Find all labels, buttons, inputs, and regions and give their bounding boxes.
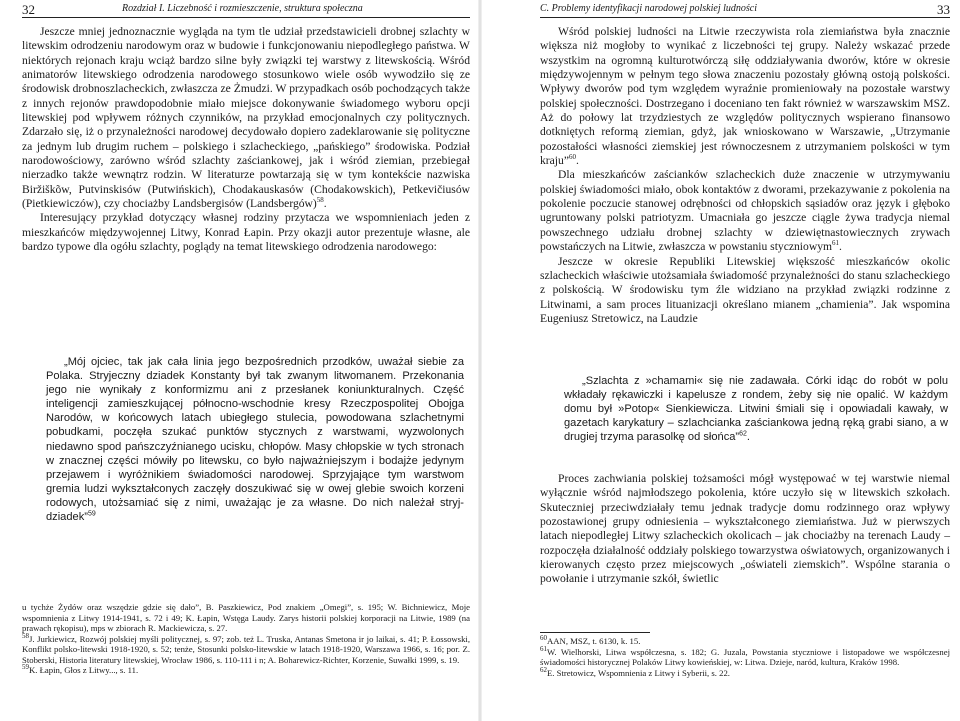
right-block-quote: „Szlachta z »chamami« się nie zadawała. Córki idąc do robót w polu wkładały rękawiczki i kapelusze z rondem, żeby się nie opalić. W każdym domu był »Potop« Sienkiewicza. Litwini śmiali się i opowiadali kawały, w gazetach karykatury – szlachcianka zaściankowa jedną ręką grabi siano, a w drugiej trzyma parasolkę od słońca”$^{62}$. xyxy=(564,375,948,444)
right-footnote-61: $^{61}$W. Wielhorski, Litwa współczesna, s. 182; G. Juzala, Powstania styczniowe i listopadowe we współczesnej świadomości historycznej Polaków Litwy kowieńskiej, w: Litwa. Dzieje, naród, kultura, Kraków 1998. xyxy=(540,644,950,667)
left-footnotes xyxy=(22,602,470,676)
right-paragraph-2: Dla mieszkańców zaścianków szlacheckich duże znaczenie w utrzymywaniu polskiej świadomości miało, obok kontaktów z dworami, przekazywanie z pokolenia na pokolenie poczucie stanowej odrębności od chłopskich sąsiadów oraz język i głęboko ugruntowany polski patriotyzm. Umacniała go jeszcze ciągle żywa tradycja niemal powszechnego udziału drobnej szlachty w dziewiętnastowiecznych zrywach powstańczych na Litwie, zwłaszcza w powstaniu styczniowym$^{61}$. xyxy=(540,168,950,254)
right-footnote-62: $^{62}$E. Stretowicz, Wspomnienia z Litwy i Syberii, s. 22. xyxy=(540,665,730,678)
right-page-number: 33 xyxy=(937,2,950,17)
left-header-rule xyxy=(22,17,470,18)
right-paragraph-3: Jeszcze w okresie Republiki Litewskiej większość mieszkańców okolic szlacheckich właściwie utożsamiała świadomość przynależności do stanu szlacheckiego z polskością. W środowisku tym źle widziano na przykład związki rodzinne z Litwinami, a sam proces lituanizacji określano mianem „chamienia”. Jak wspomina Eugeniusz Stretowicz, na Laudzie xyxy=(540,254,950,325)
left-footnote-58: $^{58}$J. Jurkiewicz, Rozwój polskiej myśli politycznej, s. 97; zob. też L. Truska, Antanas Smetona ir jo laikai, s. 41; P. Łossowski, Konflikt polsko-litewski 1918-1920, s. 52; tenże, Stosunki polsko-litewskie w latach 1918-1920, Warszawa 1966, s. 16; por. Z. Stoberski, Historia literatury litewskiej, Wrocław 1986, s. 110-111 i n; A. Boharewicz-Richter, Korzenie, Suwałki 1999, s. 19. xyxy=(22,631,470,665)
right-paragraph-4: Proces zachwiania polskiej tożsamości mógł występować w tej warstwie niemal wyłącznie wśród najmłodszego pokolenia, które uczyło się w litewskich szkołach. Skuteczniej przeciwdziałały temu jednak tradycje domu rodzinnego oraz wpływy pozostawionej grupy odniesienia – wykształconego ziemiaństwa. Już w pierwszych latach niepodległej Litwy szlacheckich okolicach – jak chociażby na terenach Laudy – rozpoczęła działalność oddziały polskiego towarzystwa oświatowych, organizowanych i kierowanych często przez miejscowych „oświateli ziemskich”. Wspólne starania o powołanie i utrzymanie szkół, świetlic xyxy=(540,472,950,586)
left-page-header xyxy=(22,2,472,18)
left-body-text xyxy=(22,25,470,255)
right-page xyxy=(480,0,960,721)
left-page-number: 32 xyxy=(22,2,35,17)
left-footnote-continued: u tychże Żydów oraz wszędzie gdzie się dało”, B. Paszkiewicz, Pod znakiem „Omegi”, s. 195; W. Bichniewicz, Moje wspomnienia z Litwy 1914-1941, s. 72 i 49; K. Łapin, Wstęga Laudy. Zarys historii polskiej korporacji na Litwie, 1989 (na prawach rękopisu), mps w zbiorach R. Mackiewicza, s. 27. xyxy=(22,602,470,633)
right-footnotes xyxy=(540,636,950,678)
footnote-ref-60: 60 xyxy=(568,153,576,162)
right-running-head: C. Problemy identyfikacji narodowej polskiej ludności xyxy=(540,3,757,14)
footnote-ref-61: 61 xyxy=(832,239,840,248)
left-running-head: Rozdział I. Liczebność i rozmieszczenie, struktura społeczna xyxy=(122,3,363,14)
right-header-rule xyxy=(540,17,950,18)
right-body-text-top xyxy=(540,25,950,326)
left-paragraph-2: Interesujący przykład dotyczący własnej rodziny przytacza we wspomnieniach jeden z mieszkańców międzywojennej Litwy, Konrad Łapin. Przy okazji autor prezentuje własne, ale bardzo typowe dla ogółu szlachty, poglądy na temat litewskiego odrodzenia narodowego: xyxy=(22,211,470,254)
right-paragraph-1: Wśród polskiej ludności na Litwie rzeczywista rola ziemiaństwa była znacznie większa niż mogłoby to wynikać z liczebności tej grupy. Należy wskazać przede wszystkim na ogromną kulturotwórczą siłę oddziaływania dworów, które w okresie międzywojennym w pełnym tego słowa znaczeniu pozostały główną ostoją polskości. Wpływy dworów pod tym względem wyraźnie promieniowały na pozostałe warstwy polskiej społeczności. Dostrzegano i doceniano ten fakt również w warszawskim MSZ. Aż do połowy lat trzydziestych ze względów politycznych wspierano finansowo dotkniętych reformą ziemian, gdyż, jak wnioskowano w Warszawie, „Utrzymanie pozostałości własności ziemskiej jest równoczesnem z utrzymaniem polskości w tym kraju”$^{60}$. xyxy=(540,25,950,168)
footnote-ref-62: 62 xyxy=(739,430,747,438)
left-block-quote: „Mój ojciec, tak jak cała linia jego bezpośrednich przodków, uważał siebie za Polaka. Stryjeczny dziadek Konstanty był tak zwanym litwomanem. Przekonania jego nie wynikały z konformizmu ani z przesłanek koniunkturalnych. Część inteligencji zamieszkującej północno-wschodnie kresy Rzeczpospolitej Obojga Narodów, w końcowych latach ubiegłego stulecia, powodowana szlachetnymi pobudkami, poczęła szukać punktów stycznych z warstwami, wyzwolonych niedawno spod pańszczyźnianego ucisku, chłopów. Masy chłopskie w tych stronach w znacznej części mówiły po litewsku, co było najważniejszym i bodajże jedynym przejawem i wyróżnikiem świadomości narodowej. Sprzyjające tym warstwom gremia ludzi wykształconych zaczęły doszukiwać się w owej glebie swoich korzeni rodowych, utożsamiać się z nimi, uważając je za własne. Do nich należał stryj-dziadek”$^{59}$ xyxy=(46,356,464,524)
footnote-ref-59: 59 xyxy=(87,510,96,518)
right-footnote-rule xyxy=(540,632,650,633)
right-footnote-60: $^{60}$AAN, MSZ, t. 6130, k. 15. xyxy=(540,634,641,646)
left-paragraph-1: Jeszcze mniej jednoznacznie wygląda na tym tle udział przedstawicieli drobnej szlachty w litewskim odrodzeniu narodowym oraz w budowie i funkcjonowaniu niepodległego państwa. W niektórych rejonach kraju wciąż bardzo silne były związki tej warstwy z litewskością. Wśród animatorów litewskiego odrodzenia narodowego stosunkowo wiele osób wywodziło się ze środowisk drobnoszlacheckich, zwłaszcza ze Żmudzi. W przypadkach osób pochodzących także z innych rejonów prawdopodobnie miało miejsce dokonywanie świadomego wyboru opcji litewskiej pod wpływem różnych czynników, na przykład emocjonalnych czy politycznych. Zdarzało się, iż o przynależności narodowej decydowało dopiero zadeklarowanie się polityczne za jednym lub drugim ruchem – polskiego i szlacheckiego, „pańskiego” środowiska. Podział narodowościowy, zarówno wśród szlachty zaściankowej, jak i wśród ziemian, przebiegał nierzadko także wewnątrz rodzin. W literaturze powtarzają się w tym kontekście nazwiska Biržiškõw, Putvinskisów (Putwińskich), Chodakauskasów (Chodakowskich), Petkevičiusów (Pietkiewiczów), czy chociażby Landsbergisów (Landsbergów)$^{58}$. xyxy=(22,25,470,211)
footnote-ref-58: 58 xyxy=(316,196,324,205)
right-body-text-bottom xyxy=(540,472,950,587)
left-footnote-59: $^{59}$K. Łapin, Głos z Litwy..., s. 11. xyxy=(22,663,139,675)
right-page-header xyxy=(540,2,950,18)
